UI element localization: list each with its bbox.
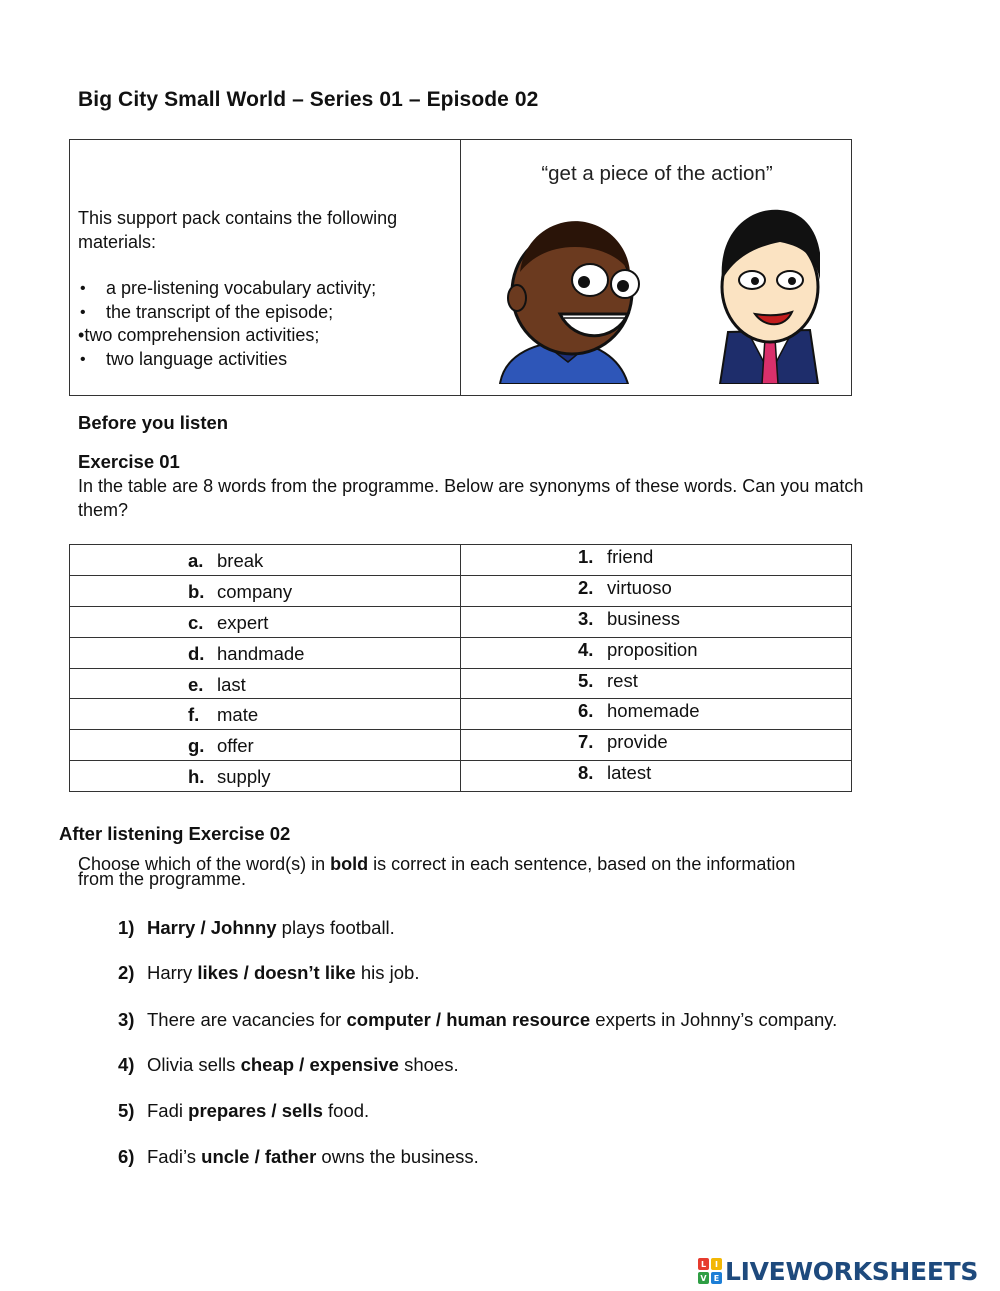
right-word: proposition <box>607 638 698 660</box>
cartoon-character-left <box>500 221 639 384</box>
table-row <box>70 575 851 606</box>
svg-text:I: I <box>715 1260 718 1269</box>
left-word: supply <box>217 766 271 788</box>
list-item: • two language activities <box>78 348 448 372</box>
left-label: g. <box>188 735 205 757</box>
question-item: 6) Fadi’s uncle / father owns the business. <box>118 1146 479 1167</box>
liveworksheets-logo[interactable] <box>698 1256 978 1286</box>
cartoon-illustration <box>480 202 820 384</box>
matching-table <box>69 544 852 792</box>
left-label: h. <box>188 766 205 788</box>
right-word: rest <box>607 669 638 691</box>
before-heading: Before you listen <box>78 412 229 433</box>
left-label: a. <box>188 550 204 571</box>
question-item: 1) Harry / Johnny plays football. <box>118 917 395 938</box>
exercise-01-title: Exercise 01 <box>78 451 180 472</box>
table-row <box>70 606 851 637</box>
exercise-01-instructions: In the table are 8 words from the programme. Below are synonyms of these words. Can you match them? <box>78 476 864 520</box>
page-title: Big City Small World – Series 01 – Episode 02 <box>78 88 539 111</box>
svg-text:E: E <box>713 1274 720 1283</box>
right-word: business <box>607 607 681 629</box>
table-row <box>70 668 851 699</box>
right-label: 1. <box>578 546 594 567</box>
right-label: 4. <box>578 638 594 660</box>
right-word: virtuoso <box>607 576 672 598</box>
table-row <box>70 729 851 760</box>
logo-text: LIVEWORKSHEETS <box>725 1256 979 1286</box>
intro-box <box>69 139 852 396</box>
cartoon-caption: “get a piece of the action” <box>541 162 773 185</box>
left-label: d. <box>188 642 205 664</box>
left-word: last <box>217 673 246 695</box>
left-word: company <box>217 580 293 602</box>
live-badge-icon <box>698 1258 722 1284</box>
right-label: 6. <box>578 700 594 722</box>
question-item: 4) Olivia sells cheap / expensive shoes. <box>118 1054 459 1075</box>
question-item: 5) Fadi prepares / sells food. <box>118 1100 370 1121</box>
right-label: 2. <box>578 576 594 598</box>
right-word: latest <box>607 762 652 784</box>
table-row <box>70 698 851 729</box>
exercise-02-instructions: Choose which of the word(s) in bold is correct in each sentence, based on the information from the programme. <box>78 854 796 889</box>
right-word: homemade <box>607 700 700 722</box>
left-label: e. <box>188 673 204 695</box>
cartoon-character-right <box>720 210 820 384</box>
left-word: handmade <box>217 642 305 664</box>
intro-text <box>78 207 448 371</box>
left-word: expert <box>217 611 269 633</box>
svg-text:L: L <box>700 1260 707 1269</box>
left-word: break <box>217 550 264 571</box>
table-row <box>70 637 851 668</box>
table-row <box>70 760 851 791</box>
list-item: •two comprehension activities; <box>78 325 320 345</box>
svg-text:V: V <box>700 1274 707 1283</box>
left-label: c. <box>188 611 204 633</box>
right-label: 5. <box>578 669 594 691</box>
left-word: offer <box>217 735 254 757</box>
right-word: provide <box>607 731 668 753</box>
intro-lead: This support pack contains the following materials: <box>78 208 398 252</box>
right-label: 3. <box>578 607 594 629</box>
right-label: 8. <box>578 762 594 784</box>
materials-list <box>78 277 448 371</box>
list-item: • a pre-listening vocabulary activity; <box>78 277 448 301</box>
left-label: f. <box>188 704 200 726</box>
question-item: 2) Harry likes / doesn’t like his job. <box>118 962 420 983</box>
right-word: friend <box>607 546 654 567</box>
list-item: • the transcript of the episode; <box>78 301 448 325</box>
left-word: mate <box>217 704 259 726</box>
question-item: 3) There are vacancies for computer / human resource experts in Johnny’s company. <box>118 1009 838 1030</box>
left-label: b. <box>188 580 205 602</box>
right-label: 7. <box>578 731 594 753</box>
after-heading: After listening Exercise 02 <box>59 823 291 844</box>
table-row <box>70 545 851 575</box>
